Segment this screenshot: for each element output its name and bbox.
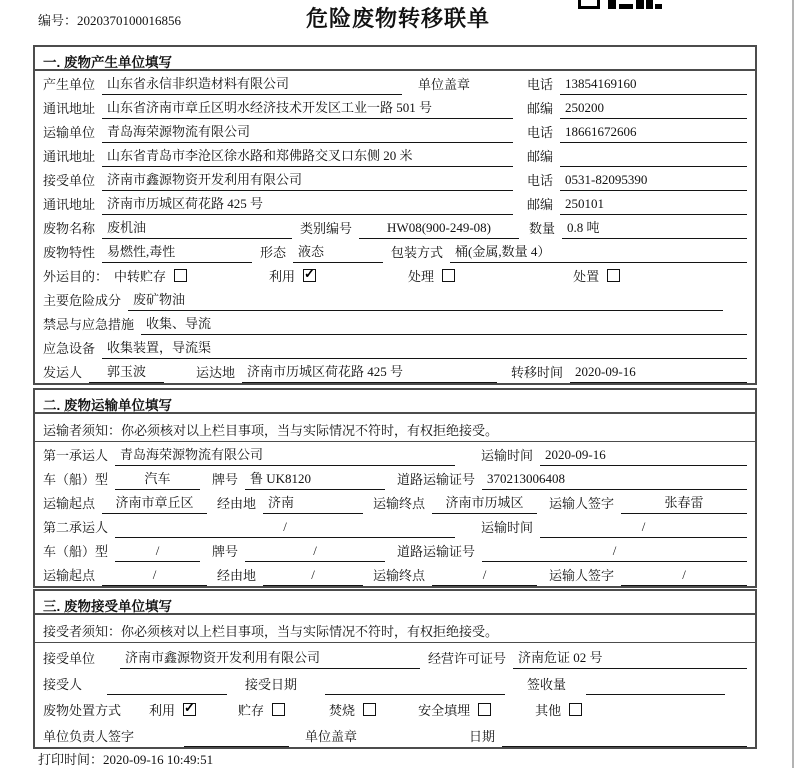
road-license-label: 道路运输证号 <box>397 544 476 559</box>
business-license-value: 济南危证 02 号 <box>513 647 747 669</box>
zip-label: 邮编 <box>527 101 554 116</box>
section-receiver <box>33 589 757 749</box>
packing-value: 桶(金属,数量 4） <box>450 241 747 263</box>
carrier1-row <box>35 442 755 466</box>
produce-zip-value: 250200 <box>560 100 747 119</box>
checkbox-disposal-burn <box>363 703 376 716</box>
option-label: 焚烧 <box>329 703 356 718</box>
route2-row <box>35 562 755 586</box>
section-transporter <box>33 388 757 588</box>
transfer-time-value: 2020-09-16 <box>570 364 747 383</box>
transport-address-row <box>35 143 755 167</box>
qr-code-icon <box>578 0 662 9</box>
route2-start-value: / <box>102 567 207 586</box>
purpose-option-transfer <box>114 266 187 287</box>
field-label: 车（船）型 <box>43 472 109 487</box>
field-label: 废物特性 <box>43 245 96 260</box>
field-label: 应急设备 <box>43 341 96 356</box>
field-label: 通讯地址 <box>43 149 96 164</box>
sign-date-value <box>502 730 747 747</box>
carrier2-row <box>35 514 755 538</box>
vehicle1-type-value: 汽车 <box>115 468 200 490</box>
transport-unit-value: 青岛海荣源物流有限公司 <box>102 121 513 143</box>
carrier1-time-value: 2020-09-16 <box>540 447 747 466</box>
unit-seal-label: 单位盖章 <box>305 729 358 744</box>
destination-value: 济南市历城区荷花路 425 号 <box>242 361 497 383</box>
field-label: 禁忌与应急措施 <box>43 317 135 332</box>
transport-time-label: 运输时间 <box>481 448 534 463</box>
receive-zip-value: 250101 <box>560 196 747 215</box>
checkbox-treat <box>442 269 455 282</box>
road-license1-value: 370213006408 <box>482 471 747 490</box>
produce-phone-value: 13854169160 <box>560 76 747 95</box>
main-component-row <box>35 287 755 311</box>
field-label: 通讯地址 <box>43 197 96 212</box>
transport-zip-value <box>560 150 747 167</box>
equipment-row <box>35 335 755 359</box>
transport-time-label: 运输时间 <box>481 520 534 535</box>
end-label: 运输终点 <box>373 496 426 511</box>
via-label: 经由地 <box>217 496 257 511</box>
carrier2-time-value: / <box>540 519 747 538</box>
checkbox-disposal-landfill <box>478 703 491 716</box>
zip-label: 邮编 <box>527 149 554 164</box>
main-component-value: 废矿物油 <box>128 289 723 311</box>
receiver-unit-value: 济南市鑫源物资开发利用有限公司 <box>120 647 420 669</box>
waste-code-value: HW08(900-249-08) <box>359 220 519 239</box>
produce-unit-row <box>35 71 755 95</box>
plate-label: 牌号 <box>212 544 239 559</box>
section-transporter-header: 二. 废物运输单位填写 <box>35 390 755 414</box>
field-label: 废物名称 <box>43 221 96 236</box>
route1-start-value: 济南市章丘区 <box>102 492 207 514</box>
waste-form-label: 形态 <box>260 245 287 260</box>
receiver-notice: 接受者须知：你必须核对以上栏目事项，当与实际情况不符时，有权拒绝接受。 <box>35 615 755 643</box>
field-label: 接受人 <box>43 677 83 692</box>
disposal-option-store <box>238 700 285 721</box>
field-label: 第二承运人 <box>43 520 109 535</box>
checkbox-dispose <box>607 269 620 282</box>
waste-code-label: 类别编号 <box>300 221 353 236</box>
purpose-label: 外运目的： <box>43 269 109 284</box>
purpose-row <box>35 263 755 287</box>
disposal-label: 废物处置方式 <box>43 703 122 718</box>
transporter-notice: 运输者须知：你必须核对以上栏目事项，当与实际情况不符时，有权拒绝接受。 <box>35 414 755 442</box>
unit-seal-label: 单位盖章 <box>418 77 471 92</box>
field-label: 接受单位 <box>43 173 96 188</box>
checkbox-disposal-other <box>569 703 582 716</box>
option-label: 处理 <box>408 269 435 284</box>
option-label: 其他 <box>535 703 562 718</box>
carrier-sign-label: 运输人签字 <box>549 496 615 511</box>
via-label: 经由地 <box>217 568 257 583</box>
field-label: 车（船）型 <box>43 544 109 559</box>
produce-address-row <box>35 95 755 119</box>
plate1-value: 鲁 UK8120 <box>245 468 385 490</box>
option-label: 处置 <box>573 269 600 284</box>
vehicle1-row <box>35 466 755 490</box>
road-license2-value: / <box>482 543 747 562</box>
carrier-sign-label: 运输人签字 <box>549 568 615 583</box>
receive-address-row <box>35 191 755 215</box>
end-label: 运输终点 <box>373 568 426 583</box>
print-time-value: 2020-09-16 10:49:51 <box>103 752 214 767</box>
taboo-row <box>35 311 755 335</box>
option-label: 利用 <box>149 703 176 718</box>
produce-unit-value: 山东省永信非织造材料有限公司 <box>102 73 402 95</box>
field-label: 运输起点 <box>43 568 96 583</box>
transport-address-value: 山东省青岛市李沧区徐水路和郑佛路交叉口东侧 20 米 <box>102 145 513 167</box>
field-label: 单位负责人签字 <box>43 729 135 744</box>
receiver-person-row <box>35 669 755 695</box>
transfer-time-label: 转移时间 <box>511 365 564 380</box>
dispatch-row <box>35 359 755 383</box>
purpose-option-use <box>269 266 316 287</box>
receipt-qty-label: 签收量 <box>527 677 567 692</box>
receive-address-value: 济南市历城区荷花路 425 号 <box>102 193 513 215</box>
section-receiver-header: 三. 废物接受单位填写 <box>35 591 755 615</box>
route1-end-value: 济南市历城区 <box>432 492 537 514</box>
route2-end-value: / <box>432 567 537 586</box>
disposal-option-landfill <box>418 700 491 721</box>
field-label: 发运人 <box>43 365 83 380</box>
phone-label: 电话 <box>527 77 554 92</box>
field-label: 产生单位 <box>43 77 96 92</box>
page-title: 危险废物转移联单 <box>305 6 490 31</box>
equipment-value: 收集装置，导流渠 <box>102 337 747 359</box>
purpose-option-treat <box>408 266 455 287</box>
option-label: 安全填埋 <box>418 703 471 718</box>
waste-form-value: 液态 <box>293 241 383 263</box>
phone-label: 电话 <box>527 173 554 188</box>
waste-name-row <box>35 215 755 239</box>
receive-date-value <box>325 678 505 695</box>
carrier1-value: 青岛海荣源物流有限公司 <box>115 444 455 466</box>
option-label: 中转贮存 <box>114 269 167 284</box>
receiver-unit-row <box>35 643 755 669</box>
phone-label: 电话 <box>527 125 554 140</box>
field-label: 第一承运人 <box>43 448 109 463</box>
vehicle2-type-value: / <box>115 543 200 562</box>
waste-qty-value: 0.8 吨 <box>562 217 747 239</box>
transport-phone-value: 18661672606 <box>560 124 747 143</box>
taboo-value: 收集、导流 <box>141 313 747 335</box>
route2-via-value: / <box>263 567 363 586</box>
carrier2-value: / <box>115 519 455 538</box>
section-producer-header: 一. 废物产生单位填写 <box>35 47 755 71</box>
transport-unit-row <box>35 119 755 143</box>
route1-via-value: 济南 <box>263 492 363 514</box>
print-time-label: 打印时间： <box>38 752 104 767</box>
receipt-qty-value <box>586 678 725 695</box>
zip-label: 邮编 <box>527 197 554 212</box>
destination-label: 运达地 <box>196 365 236 380</box>
purpose-option-dispose <box>573 266 620 287</box>
waste-qty-label: 数量 <box>529 221 556 236</box>
checkbox-disposal-use <box>183 703 196 716</box>
field-label: 运输单位 <box>43 125 96 140</box>
receive-unit-value: 济南市鑫源物资开发利用有限公司 <box>102 169 513 191</box>
waste-name-value: 废机油 <box>102 217 292 239</box>
checkbox-disposal-store <box>272 703 285 716</box>
receive-date-label: 接受日期 <box>245 677 298 692</box>
receiver-person-value <box>107 678 227 695</box>
option-label: 贮存 <box>238 703 265 718</box>
signature-value <box>184 730 289 747</box>
serial-label: 编号： <box>38 13 78 28</box>
waste-character-value: 易燃性,毒性 <box>102 241 252 263</box>
produce-address-value: 山东省济南市章丘区明水经济技术开发区工业一路 501 号 <box>102 97 513 119</box>
packing-label: 包装方式 <box>391 245 444 260</box>
field-label: 运输起点 <box>43 496 96 511</box>
section-producer <box>33 45 757 385</box>
route1-sign-value: 张春雷 <box>621 492 747 514</box>
plate-label: 牌号 <box>212 472 239 487</box>
checkbox-use <box>303 269 316 282</box>
plate2-value: / <box>245 543 385 562</box>
field-label: 接受单位 <box>43 651 96 666</box>
business-license-label: 经营许可证号 <box>428 651 507 666</box>
waste-character-row <box>35 239 755 263</box>
option-label: 利用 <box>269 269 296 284</box>
road-license-label: 道路运输证号 <box>397 472 476 487</box>
field-label: 主要危险成分 <box>43 293 122 308</box>
receive-phone-value: 0531-82095390 <box>560 172 747 191</box>
page-edge-line <box>792 0 794 768</box>
dispatcher-value: 郭玉波 <box>89 361 164 383</box>
disposal-option-burn <box>329 700 376 721</box>
signature-row <box>35 721 755 747</box>
serial-value: 2020370100016856 <box>77 13 182 28</box>
disposal-option-other <box>535 700 582 721</box>
date-label: 日期 <box>469 729 496 744</box>
route1-row <box>35 490 755 514</box>
vehicle2-row <box>35 538 755 562</box>
disposal-method-row <box>35 695 755 721</box>
checkbox-transfer-store <box>174 269 187 282</box>
receive-unit-row <box>35 167 755 191</box>
field-label: 通讯地址 <box>43 101 96 116</box>
route2-sign-value: / <box>621 567 747 586</box>
disposal-option-use <box>149 700 196 721</box>
print-time <box>38 749 213 768</box>
